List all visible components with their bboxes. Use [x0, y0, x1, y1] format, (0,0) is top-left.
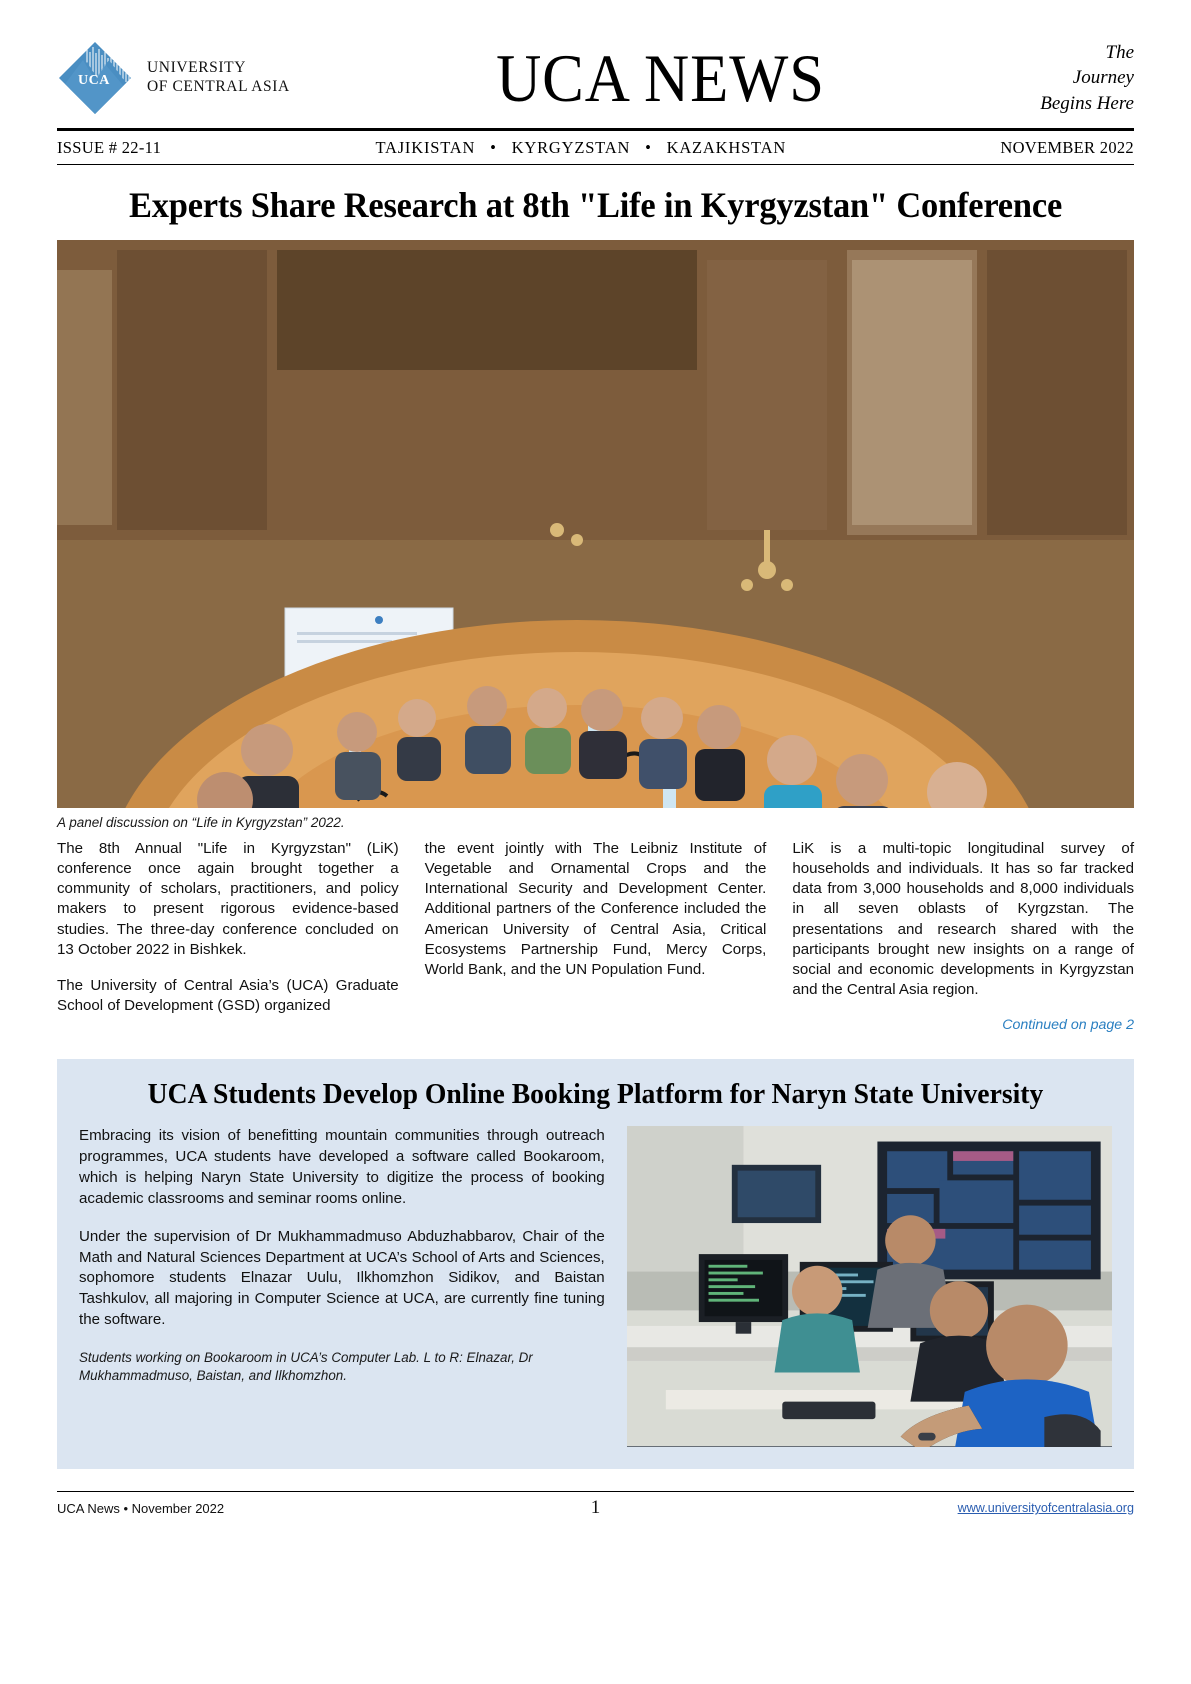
uca-diamond-logo-icon — [57, 40, 133, 116]
footer-website-link[interactable]: www.universityofcentralasia.org — [957, 1501, 1134, 1516]
lead-headline: Experts Share Research at 8th "Life in Kyrgyzstan" Conference — [128, 185, 1063, 225]
country-kazakhstan: KAZAKHSTAN — [666, 138, 787, 157]
country-tajikistan: TAJIKISTAN — [375, 138, 476, 157]
second-article-photo-caption: Students working on Bookaroom in UCA’s Computer Lab. L to R: Elnazar, Dr Mukhammadmuso, Baistan, and Ilkhomzhon. — [79, 1349, 533, 1384]
lead-photo-caption: A panel discussion on “Life in Kyrgyzstan” 2022. — [57, 814, 345, 830]
footer — [57, 1492, 1134, 1519]
second-article-para-1: Embracing its vision of benefitting mountain communities through outreach programmes, UCA students have developed a software called Bookaroom, which is helping Naryn State University to digitize the process of booking academic classrooms and seminar rooms online. — [79, 1127, 605, 1207]
lead-column-1 — [57, 839, 399, 1033]
brand-line-1: UNIVERSITY — [147, 59, 246, 77]
tagline-line-2: Journey — [1072, 67, 1134, 89]
svg-text:UCA: UCA — [78, 73, 110, 88]
tagline-line-1: The — [1105, 42, 1134, 64]
issue-bar — [57, 131, 1134, 164]
second-article-headline: UCA Students Develop Online Booking Platform for Naryn State University — [147, 1078, 1044, 1110]
issue-number: ISSUE # 22-11 — [57, 138, 162, 157]
brand-wordmark — [147, 59, 290, 97]
continued-link[interactable]: Continued on page 2 — [1002, 1016, 1135, 1033]
footer-page-number: 1 — [590, 1497, 601, 1519]
tagline-line-3: Begins Here — [1040, 92, 1134, 114]
second-article-para-2: Under the supervision of Dr Mukhammadmuso Abduzhabbarov, Chair of the Math and Natural Sciences Department at UCA’s School of Arts and Sciences, sophomore students Elnazar Uulu, Ilkhomzhon Sidikov, and Baistan Tashkulov, all majoring in Computer Science at UCA, are currently fine tuning the software. — [79, 1227, 605, 1329]
footer-issue-label: UCA News • November 2022 — [57, 1500, 225, 1516]
second-article-body — [79, 1126, 1112, 1446]
separator-dot-2: • — [645, 138, 652, 157]
country-list — [375, 138, 786, 158]
nameplate-title: UCA NEWS — [496, 40, 825, 116]
second-article-photo — [627, 1126, 1112, 1446]
separator-dot-1: • — [490, 138, 497, 157]
lead-col2-para-1: the event jointly with The Leibniz Institute of Vegetable and Ornamental Crops and the International Security and Development Center. Additional partners of the Conference included the American University of Central Asia, Critical Ecosystems Partnership Fund, Mercy Corps, World Bank, and the UN Population Fund. — [424, 839, 767, 979]
issue-date: NOVEMBER 2022 — [1000, 138, 1134, 157]
lead-col3-para-1: LiK is a multi-topic longitudinal survey of households and individuals. It has so far tracked data from 3,000 households and 8,000 individuals in all seven oblasts of Kyrgzstan. The presentations and research shared with the participants brought new insights on a range of social and economic developments in Kyrgyzstan and the Central Asia region. — [792, 839, 1135, 999]
lead-col1-para-2: The University of Central Asia’s (UCA) Graduate School of Development (GSD) organized — [57, 977, 399, 1015]
footer-wrap — [57, 1492, 1134, 1519]
brand-block — [57, 40, 357, 116]
country-kyrgyzstan: KYRGYZSTAN — [511, 138, 631, 157]
second-article-panel — [57, 1059, 1134, 1469]
second-article-text — [79, 1126, 605, 1446]
lead-column-2 — [425, 839, 767, 1033]
lead-column-3 — [792, 839, 1134, 1033]
brand-line-2: OF CENTRAL ASIA — [147, 78, 290, 95]
lead-col1-para-1: The 8th Annual "Life in Kyrgyzstan" (LiK) conference once again brought together a community of scholars, practitioners, and policy makers to present rigorous evidence-based studies. The three-day conference concluded on 13 October 2022 in Bishkek. — [57, 839, 399, 958]
tagline — [964, 40, 1134, 115]
masthead — [57, 0, 1134, 118]
lead-article-columns — [57, 839, 1134, 1039]
lead-photo — [57, 240, 1134, 808]
